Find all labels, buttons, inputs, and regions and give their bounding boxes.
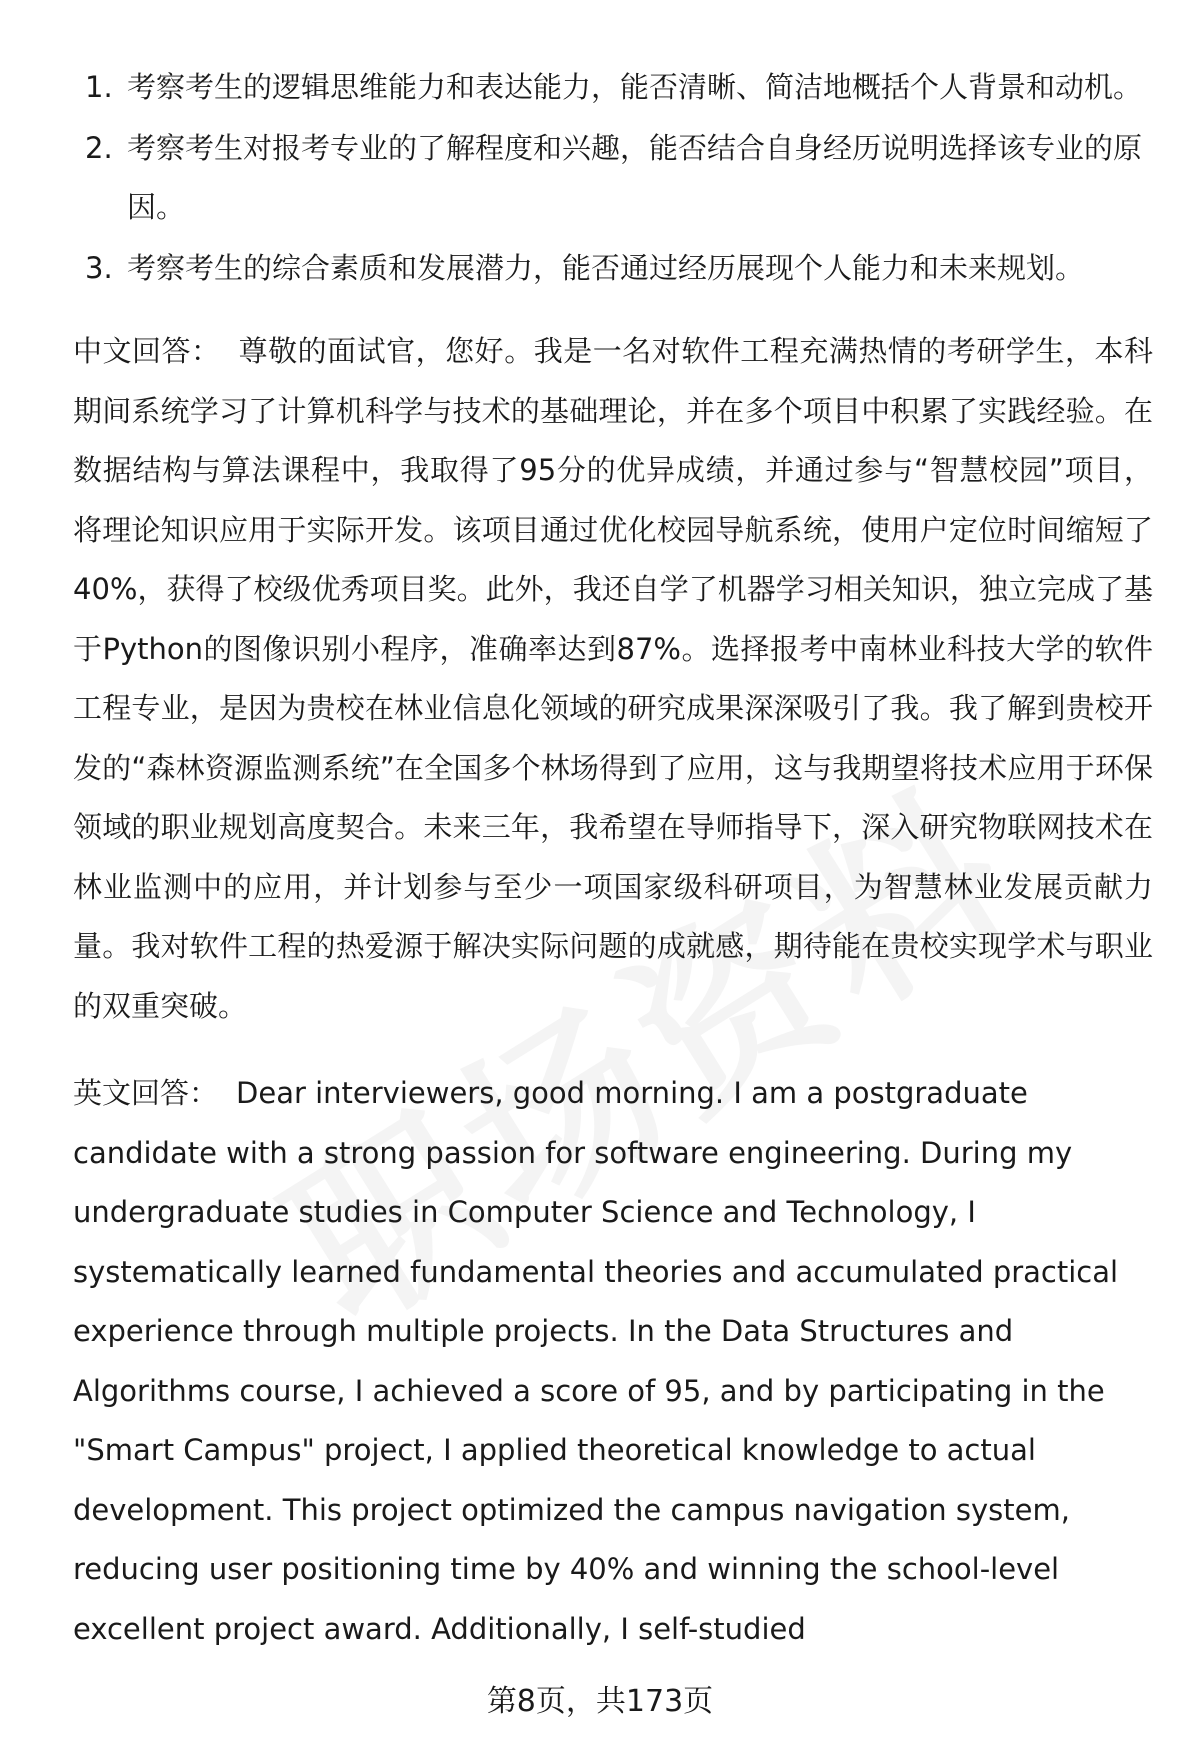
page-content xyxy=(73,58,1153,1659)
objective-text: 考察考生的综合素质和发展潜力，能否通过经历展现个人能力和未来规划。 xyxy=(127,251,1085,285)
page-number-footer: 第8页，共173页 xyxy=(486,1684,714,1719)
objectives-list xyxy=(73,58,1153,298)
list-number: 3. xyxy=(85,251,113,285)
list-number: 2. xyxy=(85,131,113,165)
list-number: 1. xyxy=(85,70,113,104)
chinese-answer-label: 中文回答： xyxy=(73,334,221,368)
english-answer xyxy=(73,1064,1153,1659)
english-answer-label: 英文回答： xyxy=(73,1076,219,1110)
chinese-answer xyxy=(73,322,1153,1036)
chinese-answer-text: 尊敬的面试官，您好。我是一名对软件工程充满热情的考研学生，本科期间系统学习了计算机科学与技术的基础理论，并在多个项目中积累了实践经验。在数据结构与算法课程中，我取得了95分的优异成绩，并通过参与“智慧校园”项目，将理论知识应用于实际开发。该项目通过优化校园导航系统，使用户定位时间缩短了40%，获得了校级优秀项目奖。此外，我还自学了机器学习相关知识，独立完成了基于Python的图像识别小程序，准确率达到87%。选择报考中南林业科技大学的软件工程专业，是因为贵校在林业信息化领域的研究成果深深吸引了我。我了解到贵校开发的“森林资源监测系统”在全国多个林场得到了应用，这与我期望将技术应用于环保领域的职业规划高度契合。未来三年，我希望在导师指导下，深入研究物联网技术在林业监测中的应用，并计划参与至少一项国家级科研项目，为智慧林业发展贡献力量。我对软件工程的热爱源于解决实际问题的成就感，期待能在贵校实现学术与职业的双重突破。 xyxy=(73,334,1153,1023)
objective-item xyxy=(73,119,1153,237)
objective-text: 考察考生对报考专业的了解程度和兴趣，能否结合自身经历说明选择该专业的原因。 xyxy=(127,131,1143,224)
objective-item xyxy=(73,239,1153,298)
objective-item xyxy=(73,58,1153,117)
objective-text: 考察考生的逻辑思维能力和表达能力，能否清晰、简洁地概括个人背景和动机。 xyxy=(127,70,1143,104)
english-answer-text: Dear interviewers, good morning. I am a postgraduate candidate with a strong passion for software engineering. During my undergraduate studies in Computer Science and Technology, I systematically learned fundamental theories and accumulated practical experience through multiple projects. In the Data Structures and Algorithms course, I achieved a score of 95, and by participating in the "Smart Campus" project, I applied theoretical knowledge to actual development. This project optimized the campus navigation system, reducing user positioning time by 40% and winning the school-level excellent project award. Additionally, I self-studied xyxy=(73,1076,1119,1646)
